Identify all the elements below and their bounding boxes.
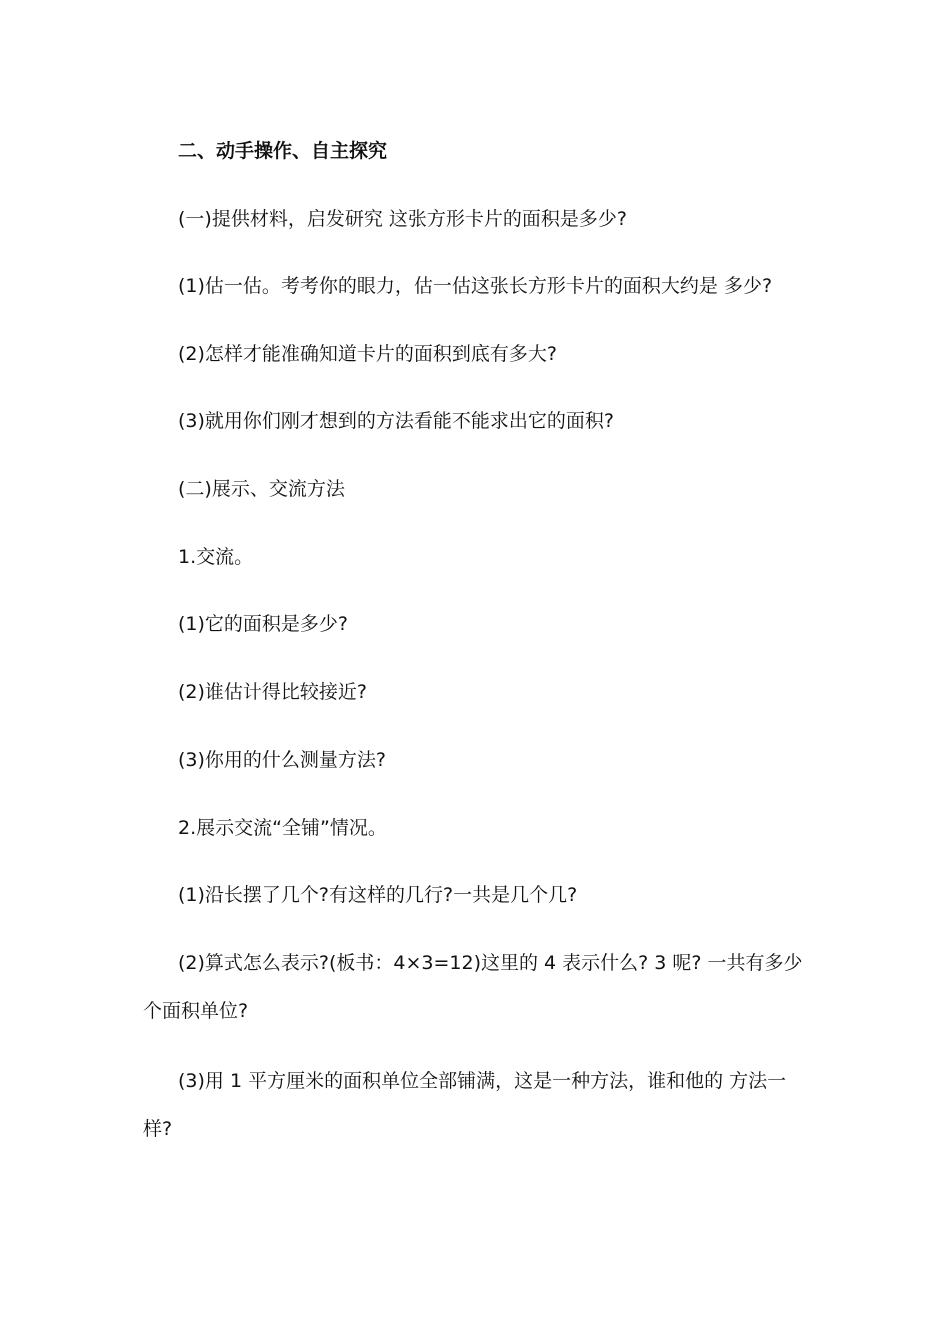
text-line: (1)估一估。考考你的眼力，估一估这张长方形卡片的面积大约是 多少? xyxy=(178,275,773,297)
text-line: (3)就用你们刚才想到的方法看能不能求出它的面积? xyxy=(178,410,614,432)
text-line: (2)怎样才能准确知道卡片的面积到底有多大? xyxy=(178,343,557,365)
text-line: (3)你用的什么测量方法? xyxy=(178,749,386,771)
text-line: 2.展示交流“全铺”情况。 xyxy=(178,817,387,839)
section-heading: 二、动手操作、自主探究 xyxy=(178,140,388,162)
text-line: (1)沿长摆了几个?有这样的几行?一共是几个几? xyxy=(178,884,578,906)
text-line: (一)提供材料，启发研究 这张方形卡片的面积是多少? xyxy=(178,208,627,230)
text-line: (二)展示、交流方法 xyxy=(178,478,345,500)
text-paragraph: (2)算式怎么表示?(板书：4×3=12)这里的 4 表示什么? 3 呢? 一共有多少个面积单位? xyxy=(143,952,803,1022)
text-paragraph: (3)用 1 平方厘米的面积单位全部铺满，这是一种方法，谁和他的 方法一样? xyxy=(143,1070,787,1140)
text-line: 1.交流。 xyxy=(178,546,254,568)
text-line: (1)它的面积是多少? xyxy=(178,613,348,635)
text-line: (2)谁估计得比较接近? xyxy=(178,681,367,703)
